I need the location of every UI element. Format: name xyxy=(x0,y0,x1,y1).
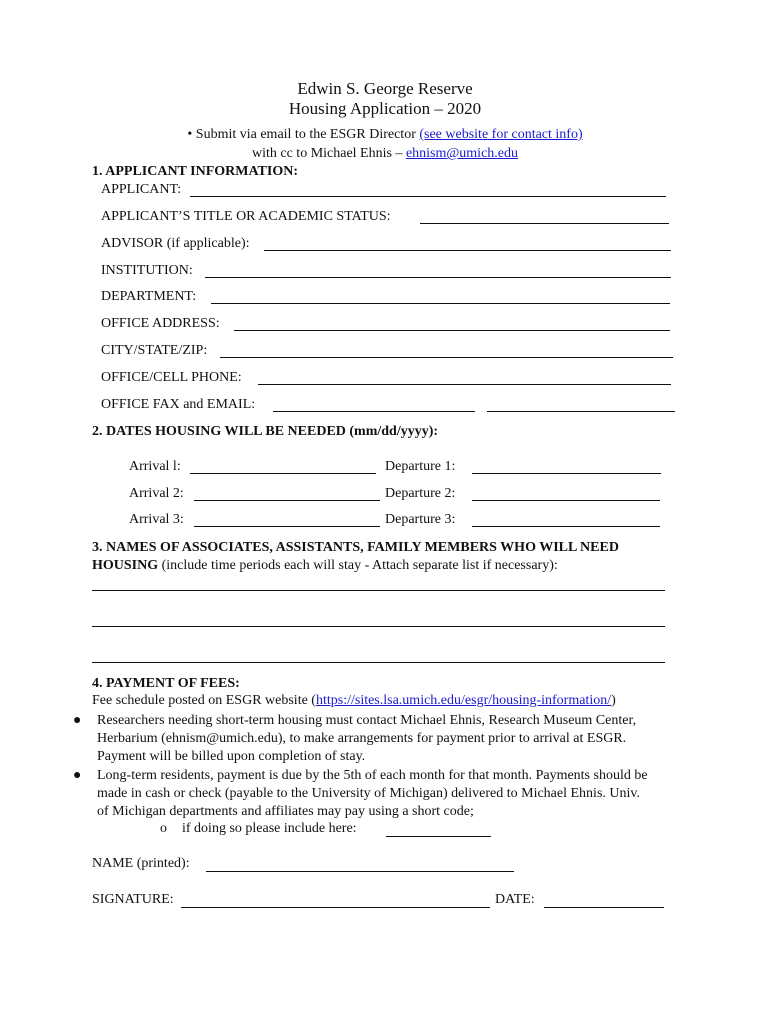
departure-3-label: Departure 3: xyxy=(385,512,456,527)
name-printed-field[interactable] xyxy=(206,871,514,872)
housing-word: HOUSING xyxy=(92,558,159,573)
bullet-1-line-1: Researchers needing short-term housing must contact Michael Ehnis, Research Museum Center, xyxy=(97,713,637,728)
fax-email-label: OFFICE FAX and EMAIL: xyxy=(101,397,256,412)
section3-heading: 3. NAMES OF ASSOCIATES, ASSISTANTS, FAMILY MEMBERS WHO WILL NEED xyxy=(92,540,619,555)
arrival-2-label: Arrival 2: xyxy=(129,486,184,501)
institution-field[interactable] xyxy=(205,277,671,278)
short-code-label: if doing so please include here: xyxy=(182,821,357,836)
arrival-1-field[interactable] xyxy=(190,473,376,474)
bullet-2-icon: ● xyxy=(73,768,82,783)
date-field[interactable] xyxy=(544,907,664,908)
departure-2-field[interactable] xyxy=(472,500,660,501)
bullet-1-line-3: Payment will be billed upon completion of stay. xyxy=(97,749,366,764)
arrival-3-label: Arrival 3: xyxy=(129,512,184,527)
associates-line-3[interactable] xyxy=(92,662,665,663)
associates-line-1[interactable] xyxy=(92,590,665,591)
short-code-field[interactable] xyxy=(386,836,491,837)
title-line-1: Edwin S. George Reserve xyxy=(297,79,473,98)
departure-2-label: Departure 2: xyxy=(385,486,456,501)
section2-heading: 2. DATES HOUSING WILL BE NEEDED (mm/dd/yyyy): xyxy=(92,424,439,439)
cc-email-link[interactable]: ehnism@umich.edu xyxy=(405,146,518,161)
departure-1-field[interactable] xyxy=(472,473,661,474)
departure-3-field[interactable] xyxy=(472,526,660,527)
advisor-label: ADVISOR (if applicable): xyxy=(101,236,250,251)
advisor-field[interactable] xyxy=(264,250,671,251)
date-label: DATE: xyxy=(495,892,535,907)
city-state-zip-field[interactable] xyxy=(220,357,673,358)
arrival-2-field[interactable] xyxy=(194,500,380,501)
office-address-field[interactable] xyxy=(234,330,670,331)
signature-label: SIGNATURE: xyxy=(92,892,174,907)
bullet-2-line-3: of Michigan departments and affiliates may pay using a short code; xyxy=(97,804,474,819)
title-status-label: APPLICANT’S TITLE OR ACADEMIC STATUS: xyxy=(101,209,391,224)
fax-field[interactable] xyxy=(273,411,475,412)
bullet-2-line-1: Long-term residents, payment is due by the 5th of each month for that month. Payments should be xyxy=(97,768,648,783)
contact-info-link[interactable]: (see website for contact info) xyxy=(419,127,583,142)
sub-bullet-marker: o xyxy=(160,821,167,836)
submit-instruction xyxy=(0,128,770,142)
phone-field[interactable] xyxy=(258,384,671,385)
title-line-2: Housing Application – 2020 xyxy=(288,99,482,118)
signature-field[interactable] xyxy=(181,907,490,908)
title-status-field[interactable] xyxy=(420,223,669,224)
institution-label: INSTITUTION: xyxy=(101,263,193,278)
bullet-2-line-2: made in cash or check (payable to the University of Michigan) delivered to Michael Ehnis. Univ. xyxy=(97,786,640,801)
applicant-field[interactable] xyxy=(190,196,666,197)
bullet-1-icon: ● xyxy=(73,713,82,728)
email-field[interactable] xyxy=(487,411,675,412)
cc-instruction xyxy=(0,147,770,161)
section3-subheading xyxy=(92,559,558,573)
section3-instruction: (include time periods each will stay - Attach separate list if necessary): xyxy=(158,558,558,573)
section1-heading: 1. APPLICANT INFORMATION: xyxy=(92,164,298,179)
housing-info-link[interactable]: https://sites.lsa.umich.edu/esgr/housing-information/ xyxy=(315,693,612,708)
department-label: DEPARTMENT: xyxy=(101,289,197,304)
name-printed-label: NAME (printed): xyxy=(92,856,190,871)
bullet-1-line-2: Herbarium (ehnism@umich.edu), to make arrangements for payment prior to arrival at ESGR. xyxy=(97,731,627,746)
arrival-3-field[interactable] xyxy=(194,526,380,527)
departure-1-label: Departure 1: xyxy=(385,459,456,474)
fee-schedule-suffix: ) xyxy=(611,693,616,708)
office-address-label: OFFICE ADDRESS: xyxy=(101,316,220,331)
submit-prefix: • Submit via email to the ESGR Director xyxy=(187,127,420,142)
applicant-label: APPLICANT: xyxy=(101,182,182,197)
city-state-zip-label: CITY/STATE/ZIP: xyxy=(101,343,208,358)
fee-schedule-prefix: Fee schedule posted on ESGR website ( xyxy=(92,693,316,708)
arrival-1-label: Arrival l: xyxy=(129,459,181,474)
associates-line-2[interactable] xyxy=(92,626,665,627)
fee-schedule-text xyxy=(92,694,616,708)
cc-prefix: with cc to Michael Ehnis – xyxy=(251,146,406,161)
section4-heading: 4. PAYMENT OF FEES: xyxy=(92,676,240,691)
phone-label: OFFICE/CELL PHONE: xyxy=(101,370,242,385)
department-field[interactable] xyxy=(211,303,670,304)
